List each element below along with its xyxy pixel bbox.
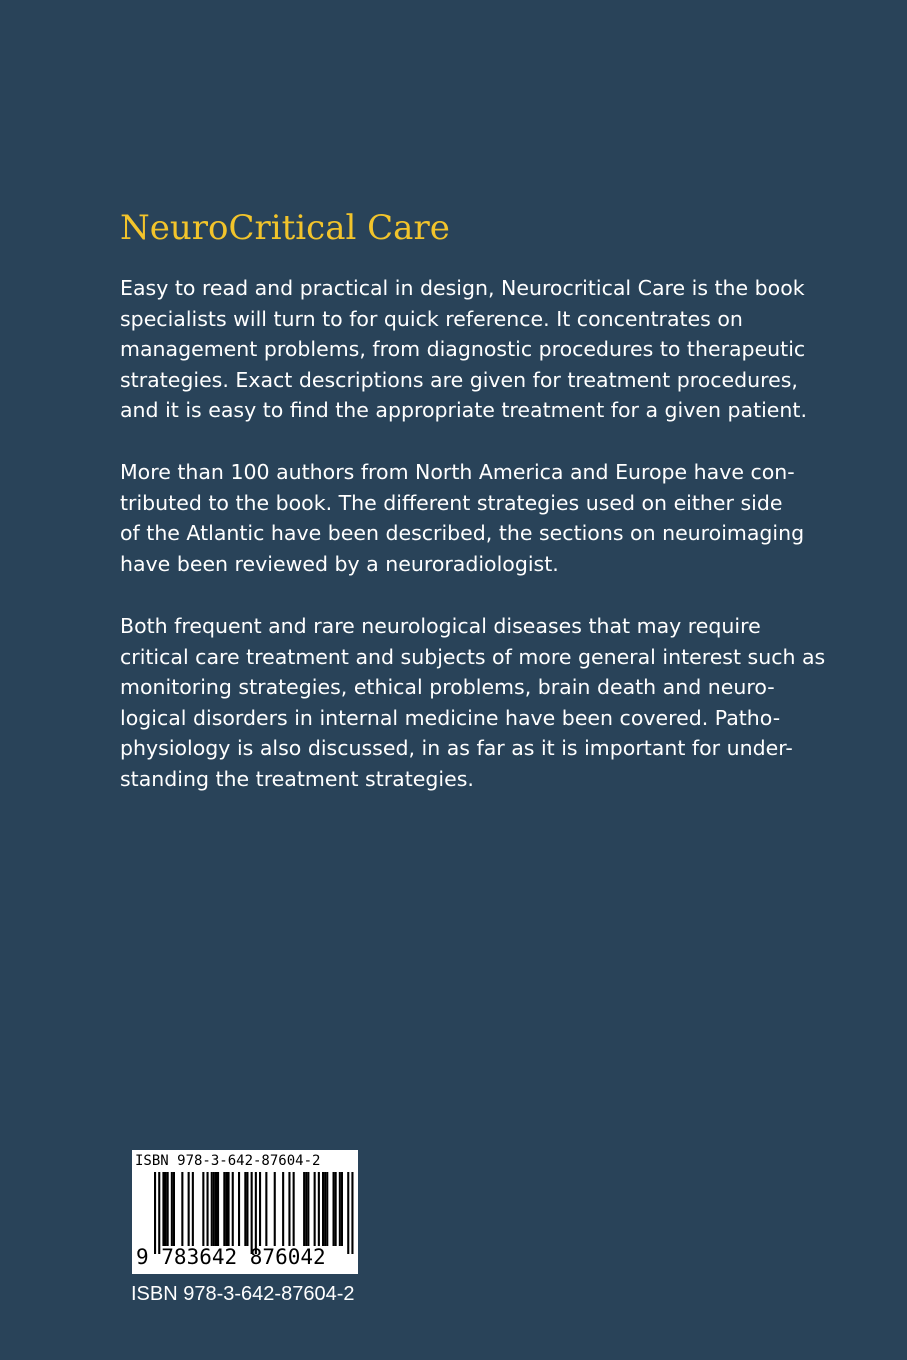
barcode-bar	[259, 1172, 261, 1246]
barcode-bar	[318, 1172, 320, 1246]
paragraph-line: critical care treatment and subjects of more general interest such as	[120, 644, 826, 669]
barcode-bar	[171, 1172, 173, 1246]
paragraph-line: tributed to the book. The different strategies used on either side	[120, 490, 783, 515]
paragraph-line: Easy to read and practical in design, Neurocritical Care is the book	[120, 276, 805, 300]
barcode-bar	[238, 1172, 240, 1246]
barcode-bar	[333, 1172, 335, 1246]
description-paragraph-1	[120, 273, 807, 426]
barcode-bar	[305, 1172, 307, 1246]
barcode-bar	[303, 1172, 305, 1246]
barcode-bar	[293, 1172, 295, 1246]
barcode-bar	[341, 1172, 343, 1246]
barcode-bar	[173, 1172, 175, 1246]
barcode-bar	[228, 1172, 230, 1246]
barcode-bar	[217, 1172, 219, 1246]
isbn-number: ISBN 978-3-642-87604-2	[131, 1283, 355, 1305]
barcode-bar	[232, 1172, 234, 1246]
barcode-bar	[282, 1172, 284, 1246]
barcode-label	[132, 1150, 358, 1274]
barcode-bar	[322, 1172, 324, 1246]
barcode-bar	[307, 1172, 309, 1246]
barcode-bar	[181, 1172, 183, 1246]
description-paragraph-3	[120, 611, 825, 794]
barcode-bar	[202, 1172, 204, 1246]
barcode-bar	[335, 1172, 337, 1246]
barcode-isbn-text: ISBN 978-3-642-87604-2	[135, 1153, 321, 1169]
paragraph-line: management problems, from diagnostic procedures to therapeutic	[120, 337, 806, 361]
barcode-bar	[246, 1172, 248, 1246]
book-title: NeuroCritical Care	[120, 208, 450, 248]
paragraph-line: specialists will turn to for quick reference. It concentrates on	[120, 306, 743, 331]
barcode-bar	[324, 1172, 326, 1246]
barcode-bar	[207, 1172, 209, 1246]
barcode-bar	[167, 1172, 169, 1246]
paragraph-line: logical disorders in internal medicine have been covered. Patho-	[120, 705, 781, 730]
paragraph-line: have been reviewed by a neuroradiologist.	[120, 551, 559, 576]
barcode-bar	[288, 1172, 290, 1246]
paragraph-line: Both frequent and rare neurological diseases that may require	[120, 614, 761, 638]
paragraph-line: strategies. Exact descriptions are given for treatment procedures,	[120, 367, 798, 392]
paragraph-line: of the Atlantic have been described, the sections on neuroimaging	[120, 521, 805, 545]
barcode-bar	[225, 1172, 227, 1246]
barcode-bar	[351, 1172, 353, 1254]
barcode-bar	[223, 1172, 225, 1246]
barcode-bar	[162, 1172, 164, 1246]
barcode-bar	[213, 1172, 215, 1246]
barcode-bar	[211, 1172, 213, 1246]
barcode-bar	[339, 1172, 341, 1246]
barcode-bar	[154, 1172, 156, 1254]
paragraph-line: standing the treatment strategies.	[120, 766, 474, 791]
barcode-bar	[215, 1172, 217, 1246]
barcode-bar	[314, 1172, 316, 1246]
barcode-bar	[192, 1172, 194, 1246]
barcode-bar	[326, 1172, 328, 1246]
barcode-bar	[255, 1172, 257, 1254]
barcode-digits: 9 783642 876042	[136, 1245, 326, 1269]
barcode-bar	[244, 1172, 246, 1246]
barcode-bar	[347, 1172, 349, 1254]
barcode-bar	[251, 1172, 253, 1254]
barcode-bar	[274, 1172, 276, 1246]
barcode-bar	[158, 1172, 160, 1254]
barcode-bar	[188, 1172, 190, 1246]
barcode-bar	[265, 1172, 267, 1246]
barcode-bar	[165, 1172, 167, 1246]
paragraph-line: physiology is also discussed, in as far as it is important for under-	[120, 736, 793, 760]
description-paragraph-2	[120, 457, 804, 579]
paragraph-line: monitoring strategies, ethical problems, brain death and neuro-	[120, 675, 775, 699]
paragraph-line: and it is easy to find the appropriate treatment for a given patient.	[120, 398, 807, 422]
paragraph-line: More than 100 authors from North America and Europe have con-	[120, 460, 795, 484]
